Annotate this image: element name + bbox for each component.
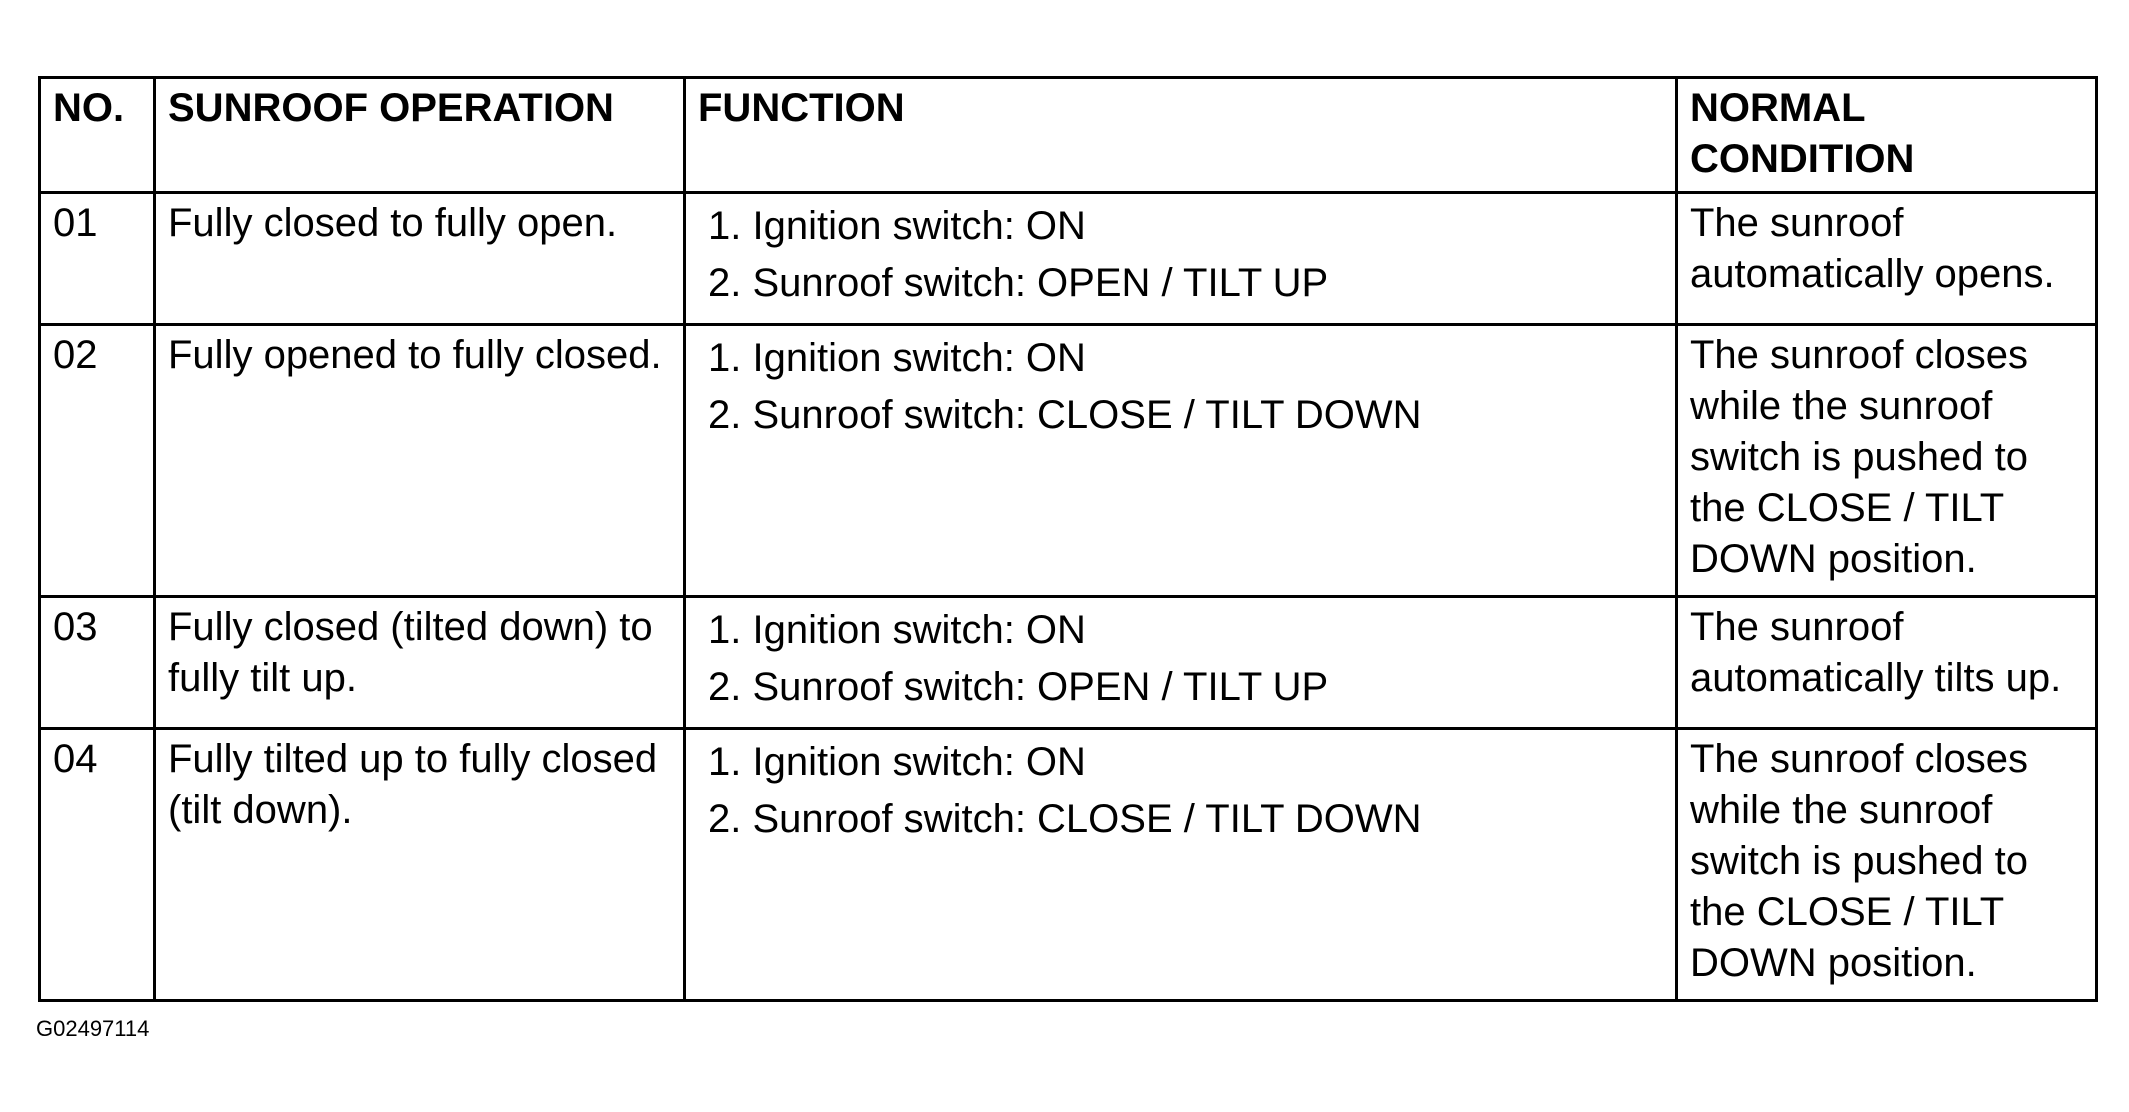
table-row <box>40 193 2097 325</box>
row-normal-condition: The sunroof closes while the sunroof switch is pushed to the CLOSE / TILT DOWN position. <box>1677 325 2097 597</box>
row-function <box>685 729 1677 1001</box>
function-step: 2. Sunroof switch: CLOSE / TILT DOWN <box>708 797 1422 841</box>
row-operation: Fully opened to fully closed. <box>155 325 685 597</box>
table-row <box>40 729 2097 1001</box>
function-step: 2. Sunroof switch: CLOSE / TILT DOWN <box>708 393 1422 437</box>
header-sunroof-operation: SUNROOF OPERATION <box>155 78 685 193</box>
header-function: FUNCTION <box>685 78 1677 193</box>
row-function <box>685 597 1677 729</box>
function-step: 2. Sunroof switch: OPEN / TILT UP <box>708 665 1329 709</box>
header-normal-condition: NORMAL CONDITION <box>1677 78 2097 193</box>
row-function <box>685 325 1677 597</box>
table-header-row <box>40 78 2097 193</box>
function-step: 2. Sunroof switch: OPEN / TILT UP <box>708 261 1329 305</box>
header-no: NO. <box>40 78 155 193</box>
row-normal-condition: The sunroof automatically tilts up. <box>1677 597 2097 729</box>
function-step: 1. Ignition switch: ON <box>708 608 1086 652</box>
row-number: 02 <box>40 325 155 597</box>
row-operation: Fully tilted up to fully closed (tilt down). <box>155 729 685 1001</box>
row-operation: Fully closed (tilted down) to fully tilt up. <box>155 597 685 729</box>
function-step: 1. Ignition switch: ON <box>708 336 1086 380</box>
row-function <box>685 193 1677 325</box>
function-step: 1. Ignition switch: ON <box>708 204 1086 248</box>
function-step: 1. Ignition switch: ON <box>708 740 1086 784</box>
sunroof-operation-table <box>38 76 2098 1002</box>
row-normal-condition: The sunroof closes while the sunroof switch is pushed to the CLOSE / TILT DOWN position. <box>1677 729 2097 1001</box>
row-number: 03 <box>40 597 155 729</box>
row-number: 01 <box>40 193 155 325</box>
row-operation: Fully closed to fully open. <box>155 193 685 325</box>
table-row <box>40 325 2097 597</box>
table-row <box>40 597 2097 729</box>
row-number: 04 <box>40 729 155 1001</box>
row-normal-condition: The sunroof automatically opens. <box>1677 193 2097 325</box>
figure-id: G02497114 <box>36 1016 150 1041</box>
